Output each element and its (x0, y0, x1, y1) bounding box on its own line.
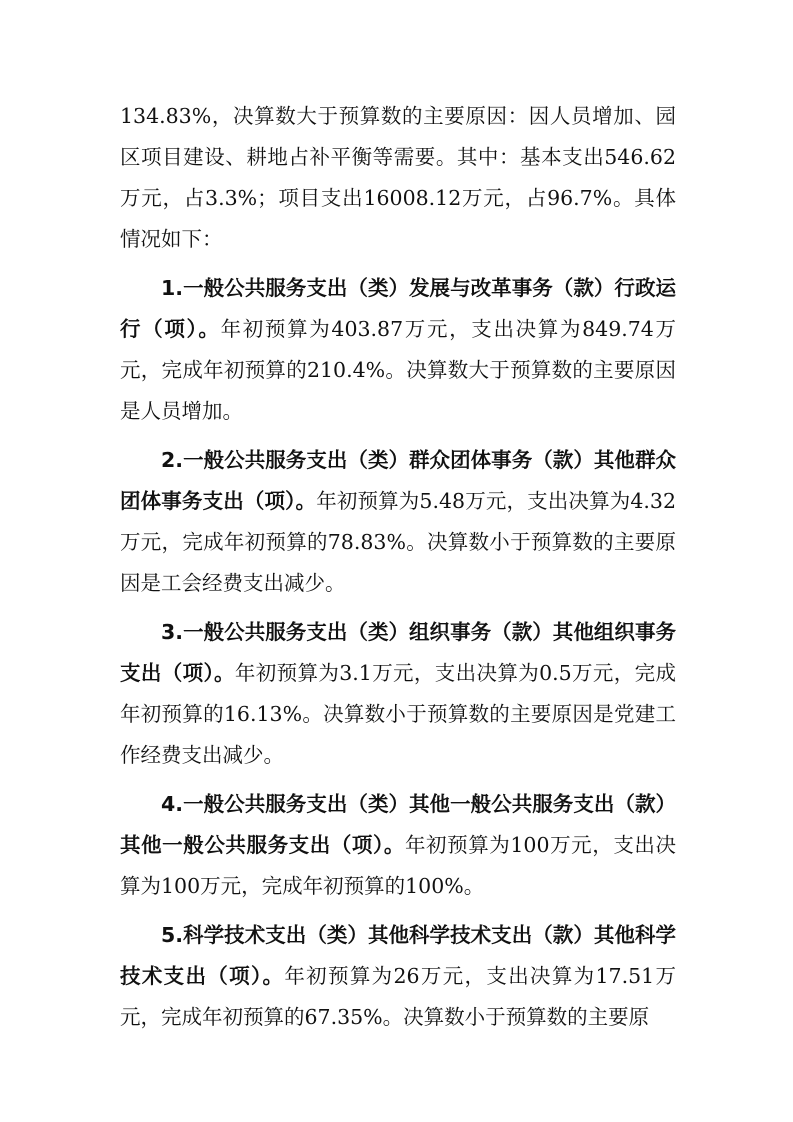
item-heading-1: 1.一般公共服务支出（类）发展与改革事务（款）行政运行（项）。 (120, 276, 676, 341)
item-paragraph-2 (120, 440, 676, 604)
item-body-4: 年初预算为100万元，支出决算为100万元，完成年初预算的100%。 (120, 833, 676, 898)
item-heading-3: 3.一般公共服务支出（类）组织事务（款）其他组织事务支出（项）。 (120, 620, 676, 685)
item-paragraph-1 (120, 268, 676, 432)
item-body-2: 年初预算为5.48万元，支出决算为4.32万元，完成年初预算的78.83%。决算数小于预算数的主要原因是工会经费支出减少。 (120, 489, 677, 595)
item-heading-5: 5.科学技术支出（类）其他科学技术支出（款）其他科学技术支出（项）。 (120, 923, 676, 988)
item-paragraph-5 (120, 915, 676, 1038)
item-heading-2: 2.一般公共服务支出（类）群众团体事务（款）其他群众团体事务支出（项）。 (120, 448, 676, 513)
item-paragraph-3 (120, 612, 676, 776)
item-heading-4: 4.一般公共服务支出（类）其他一般公共服务支出（款）其他一般公共服务支出（项）。 (120, 792, 676, 857)
intro-paragraph (120, 96, 676, 260)
document-page (120, 96, 676, 1046)
item-paragraph-4 (120, 784, 676, 907)
item-body-5: 年初预算为26万元，支出决算为17.51万元，完成年初预算的67.35%。决算数小于预算数的主要原 (120, 964, 677, 1029)
item-body-3: 年初预算为3.1万元，支出决算为0.5万元，完成年初预算的16.13%。决算数小于预算数的主要原因是党建工作经费支出减少。 (120, 661, 677, 767)
intro-text: 134.83%，决算数大于预算数的主要原因：因人员增加、园区项目建设、耕地占补平衡等需要。其中：基本支出546.62万元，占3.3%；项目支出16008.12万元，占96.7%。具体情况如下： (120, 104, 676, 251)
item-body-1: 年初预算为403.87万元，支出决算为849.74万元，完成年初预算的210.4%。决算数大于预算数的主要原因是人员增加。 (120, 317, 676, 423)
